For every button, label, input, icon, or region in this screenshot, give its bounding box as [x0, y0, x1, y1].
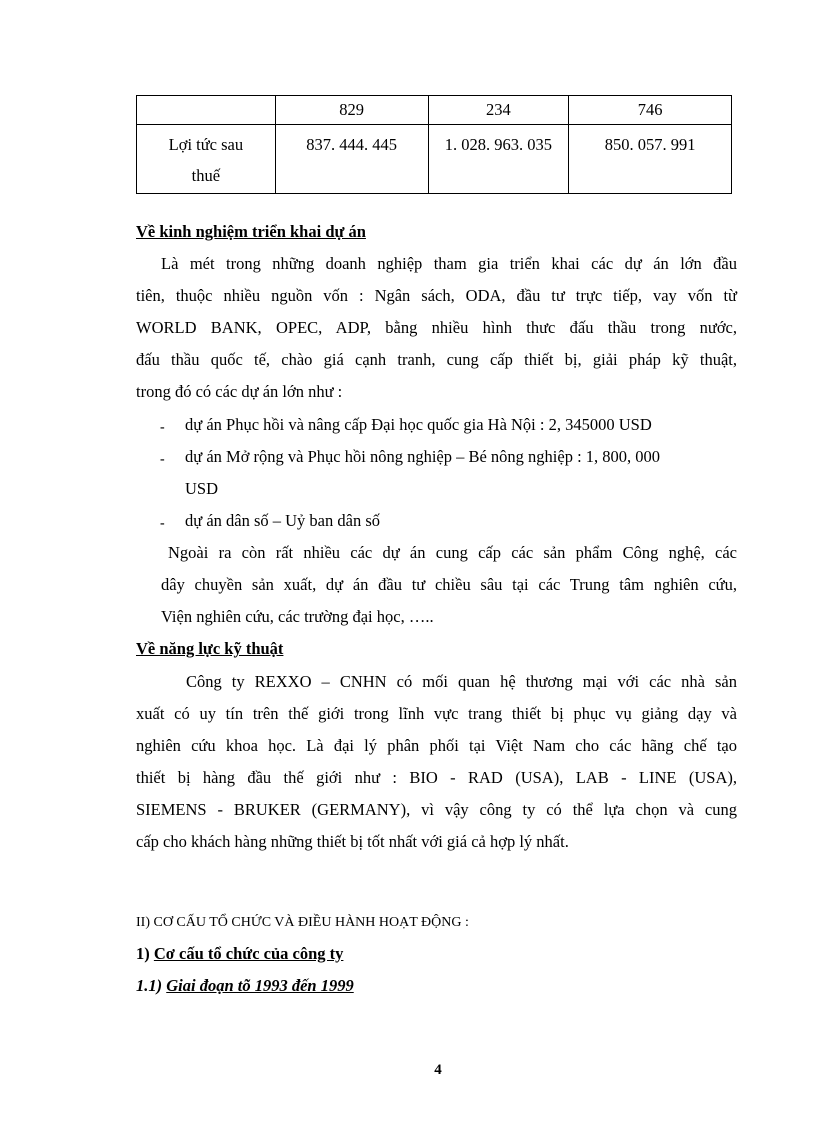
list-item: dự án Phục hồi và nâng cấp Đại học quốc gia Hà Nội : 2, 345000 USD	[185, 415, 652, 434]
table-row	[137, 96, 732, 125]
row-label-cell	[137, 125, 276, 194]
table-row	[137, 125, 732, 194]
paragraph-line: nghiên cứu khoa học. Là đại lý phân phối tại Việt Nam cho các hãng chế tạo	[136, 736, 737, 755]
list-item: dự án Mở rộng và Phục hồi nông nghiệp – Bé nông nghiệp : 1, 800, 000	[185, 447, 661, 466]
financial-table	[136, 95, 732, 194]
paragraph-line: thiết bị hàng đầu thế giới như : BIO - RAD (USA), LAB - LINE (USA),	[136, 768, 737, 787]
subheading-text: Cơ cấu tổ chức của công ty	[153, 944, 344, 963]
paragraph-line: Ngoài ra còn rất nhiều các dự án cung cấp các sản phẩm Công nghệ, các	[168, 543, 737, 562]
subheading-number: 1)	[136, 944, 150, 963]
row-label-line: thuế	[191, 166, 221, 185]
paragraph-line: xuất có uy tín trên thế giới trong lĩnh vực trang thiết bị phục vụ giảng dạy và	[136, 704, 737, 723]
row-label-line: Lợi tức sau	[168, 135, 244, 154]
table-cell: 1. 028. 963. 035	[428, 125, 569, 194]
paragraph-line: Công ty REXXO – CNHN có mối quan hệ thương mại với các nhà sản	[186, 672, 737, 691]
table-cell	[137, 96, 276, 125]
table-cell: 234	[428, 96, 569, 125]
list-item: dự án dân số – Uỷ ban dân số	[185, 511, 380, 530]
paragraph-line: tiên, thuộc nhiều nguồn vốn : Ngân sách, ODA, đầu tư trực tiếp, vay vốn từ	[136, 286, 737, 305]
paragraph-line: SIEMENS - BRUKER (GERMANY), vì vậy công ty có thể lựa chọn và cung	[136, 800, 737, 819]
table-cell: 829	[275, 96, 428, 125]
paragraph-line: dây chuyền sản xuất, dự án đầu tư chiều sâu tại các Trung tâm nghiên cứu,	[161, 575, 737, 594]
table-cell: 746	[569, 96, 732, 125]
paragraph-line: Viện nghiên cứu, các trường đại học, …..	[161, 607, 434, 626]
page-number: 4	[434, 1062, 442, 1078]
section-heading-experience: Về kinh nghiệm triển khai dự án	[136, 222, 366, 241]
paragraph-line: WORLD BANK, OPEC, ADP, bằng nhiều hình thưc đấu thầu trong nước,	[136, 318, 737, 337]
paragraph-line: cấp cho khách hàng những thiết bị tốt nhất với giá cả hợp lý nhất.	[136, 832, 569, 851]
section-title-structure: II) CƠ CẤU TỔ CHỨC VÀ ĐIỀU HÀNH HOẠT ĐỘNG :	[136, 915, 469, 930]
sub-subheading-text: Giai đoạn tõ 1993 đến 1999	[166, 976, 354, 995]
bullet-marker: -	[160, 516, 165, 531]
table-cell: 837. 444. 445	[275, 125, 428, 194]
bullet-marker: -	[160, 452, 165, 467]
section-heading-technical: Về năng lực kỹ thuật	[136, 639, 284, 658]
paragraph-line: Là mét trong những doanh nghiệp tham gia triển khai các dự án lớn đầu	[161, 254, 737, 273]
list-item-continuation: USD	[185, 479, 219, 498]
sub-subheading	[136, 976, 354, 996]
paragraph-line: trong đó có các dự án lớn như :	[136, 382, 343, 401]
subheading	[136, 944, 343, 964]
bullet-marker: -	[160, 420, 165, 435]
table-cell: 850. 057. 991	[569, 125, 732, 194]
paragraph-line: đấu thầu quốc tế, chào giá cạnh tranh, cung cấp thiết bị, giải pháp kỹ thuật,	[136, 350, 737, 369]
sub-subheading-number: 1.1)	[136, 976, 163, 995]
